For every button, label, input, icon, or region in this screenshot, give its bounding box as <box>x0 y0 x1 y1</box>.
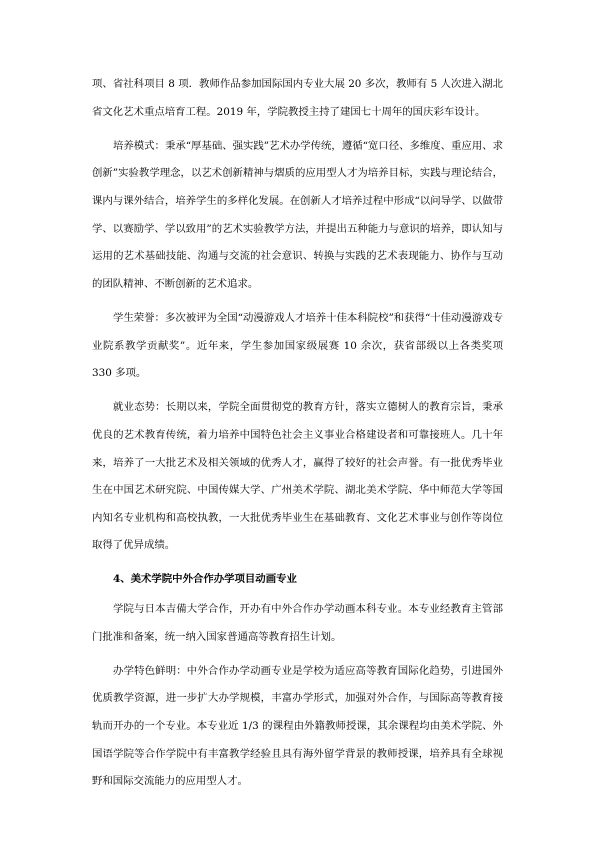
document-body <box>92 71 503 802</box>
paragraph-training-model: 培养模式：秉承“厚基础、强实践”艺术办学传统，遵循“宽口径、多维度、重应用、求创新”实验教学理念，以艺术创新精神与熠质的应用型人才为培养目标，实践与理论结合，课内与课外结合，培养学生的多样化发展。在创新人才培养过程中形成“以问导学、以做带学、以赛励学、学以致用”的艺术实验教学方法，并提出五种能力与意识的培养，即认知与运用的艺术基础技能、沟通与交流的社会意识、转换与实践的艺术表现能力、协作与互动的团队精神、不断创新的艺术追求。 <box>92 139 503 290</box>
paragraph-cooperation: 学院与日本吉備大学合作，开办有中外合作办学动画本科专业。本专业经教育主管部门批准和备案，统一纳入国家普通高等教育招生计划。 <box>92 603 503 643</box>
paragraph-student-honors: 学生荣誉：多次被评为全国“动漫游戏人才培养十佳本科院校”和获得“十佳动漫游戏专业院系教学贡献奖”。近年来，学生参加国家级展赛 10 余次，获省部级以上各类奖项 330 多项。 <box>92 311 503 380</box>
section-heading-animation-program: 4、美术学院中外合作办学项目动画专业 <box>113 573 297 586</box>
paragraph-research-awards: 项、省社科项目 8 项．教师作品参加国际国内专业大展 20 多次，教师有 5 人次进入湖北省文化艺术重点培育工程。2019 年，学院教授主持了建国七十周年的国庆彩车设计。 <box>92 78 503 118</box>
paragraph-program-features: 办学特色鲜明：中外合作办学动画专业是学校为适应高等教育国际化趋势，引进国外优质教学资源，进一步扩大办学规模，丰富办学形式，加强对外合作，与国际高等教育接轨而开办的一个专业。本专业近 1/3 的课程由外籍教师授课，其余课程均由美术学院、外国语学院等合作学院中有丰富教学经验且具有海外留学背景的教师授课，培养具有全球视野和国际交流能力的应用型人才。 <box>92 664 503 788</box>
paragraph-employment: 就业态势：长期以来，学院全面贯彻党的教育方针，落实立德树人的教育宗旨，秉承优良的艺术教育传统，着力培养中国特色社会主义事业合格建设者和可靠接班人。几十年来，培养了一大批艺术及相关领域的优秀人才，赢得了较好的社会声誉。有一批优秀毕业生在中国艺术研究院、中国传媒大学、广州美术学院、湖北美术学院、华中师范大学等国内知名专业机构和高校执教，一大批优秀毕业生在基础教育、文化艺术事业与创作等岗位取得了优异成绩。 <box>92 401 503 552</box>
